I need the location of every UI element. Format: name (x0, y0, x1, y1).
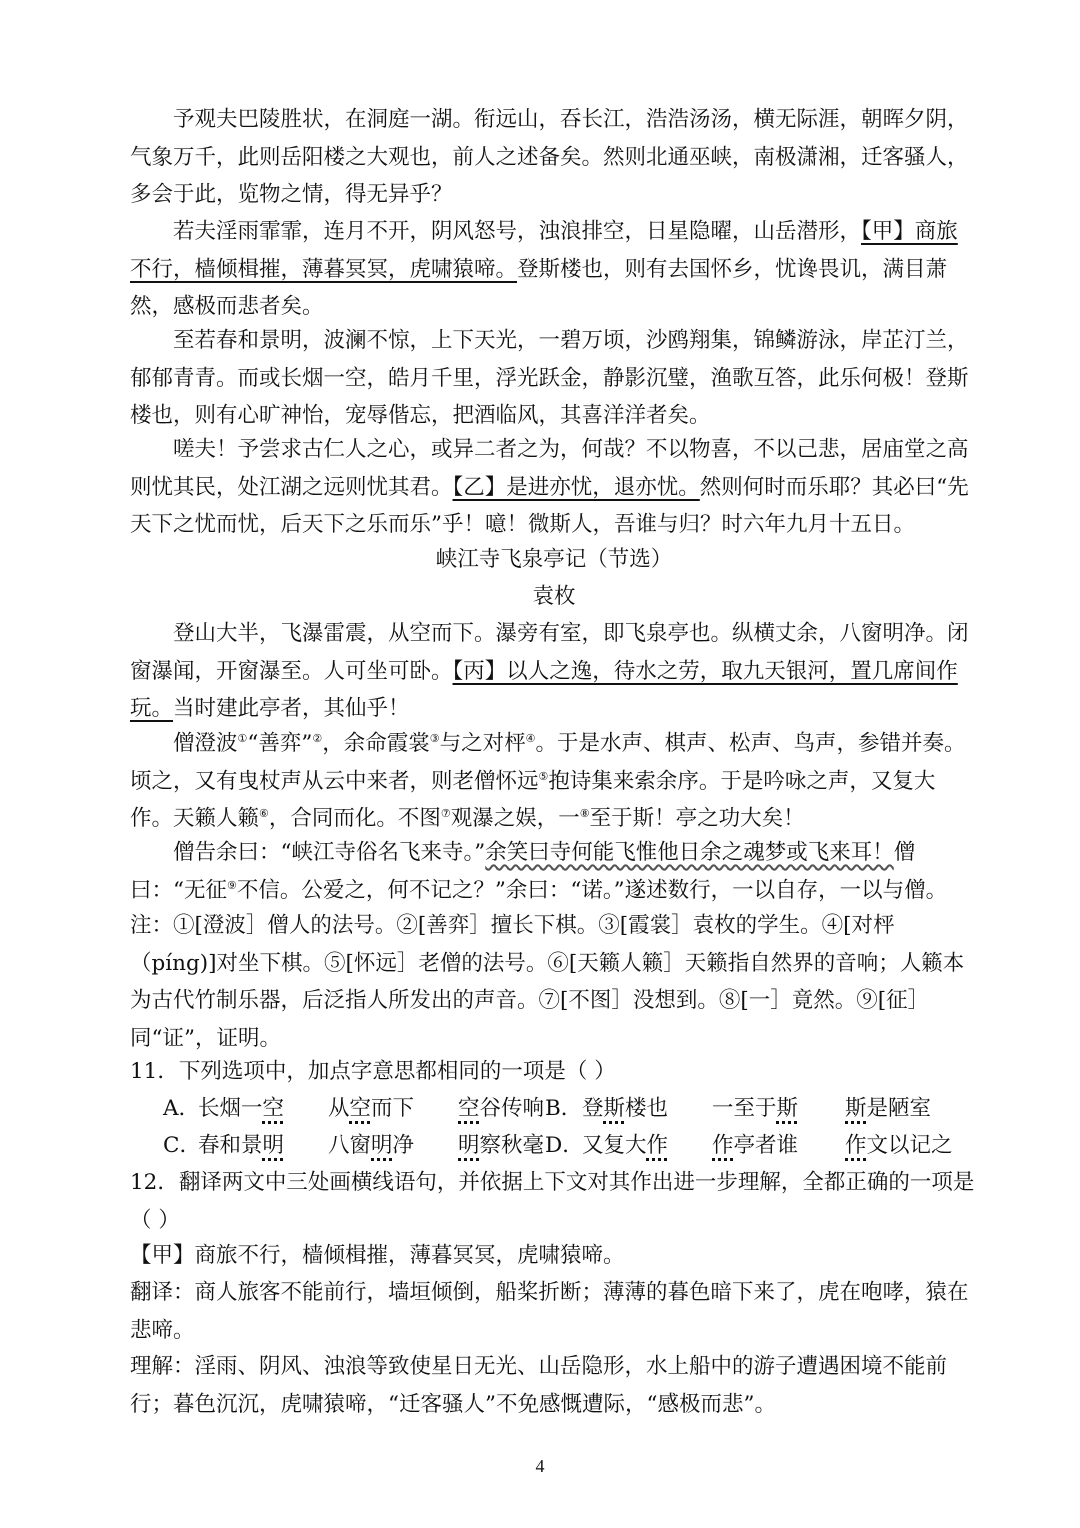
phrase-part: 而下 (371, 1096, 415, 1121)
underlined-sentence-yi: 【乙】是进亦忧，退亦忧。 (452, 474, 700, 500)
dotted-char: 空 (262, 1096, 285, 1121)
option-label: D． (545, 1133, 584, 1158)
phrase-part: 登 (582, 1096, 604, 1121)
p6-seg: 与之对枰 (439, 731, 526, 756)
option-phrase (582, 1090, 668, 1128)
dotted-char: 明 (262, 1133, 285, 1158)
p6-seg: 观瀑之娱，一 (450, 806, 580, 831)
paragraph-4-text: 嗟夫！予尝求古仁人之心，或异二者之为，何哉？不以物喜，不以己悲，居庙堂之高则忧其民，处江湖之远则忧其君。 (130, 437, 969, 500)
question-11-stem: 11．下列选项中，加点字意思都相同的一项是（ ） (130, 1059, 616, 1084)
phrase-part: 谷传响 (479, 1096, 545, 1121)
question-12-understanding: 理解：淫雨、阴风、浊浪等致使星日无光、山岳隐形，水上船中的游子遭遇困境不能前行；暮色沉沉，虎啸猿啼，“迁客骚人”不免感慨遭际，“感极而悲”。 (130, 1354, 948, 1417)
footnote-marker: ⑧ (579, 806, 590, 820)
phrase-part: 一至于 (712, 1096, 777, 1121)
paragraph-6 (130, 725, 978, 838)
option-phrase (712, 1090, 798, 1128)
dotted-char: 作 (845, 1133, 867, 1158)
dotted-char: 斯 (603, 1096, 626, 1121)
footnote-marker: ⑤ (538, 769, 549, 783)
option-phrase (845, 1090, 931, 1128)
phrase-part: 春和景 (198, 1133, 263, 1158)
dotted-char: 明 (371, 1133, 393, 1158)
dotted-char: 明 (458, 1133, 480, 1158)
phrase-part: 文以记之 (866, 1133, 953, 1158)
option-phrase (198, 1090, 284, 1128)
phrase-part: 净 (392, 1133, 415, 1158)
footnote-marker: ④ (525, 731, 536, 745)
underlined-sentence-jia: 【甲】商旅不行，樯倾楫摧，薄暮冥冥，虎啸猿啼。 (130, 219, 958, 282)
footnote-marker: ① (237, 731, 248, 745)
question-12-sentence-jia: 【甲】商旅不行，樯倾楫摧，薄暮冥冥，虎啸猿啼。 (130, 1243, 625, 1268)
paragraph-4 (130, 431, 978, 544)
option-phrase (198, 1127, 284, 1165)
p7-seg: 不信。公爱之，何不记之？”余曰：“诺。”遂述数行，一以自存，一以与僧。 (236, 877, 948, 903)
question-12-stem: 12．翻译两文中三处画横线语句，并依据上下文对其作出进一步理解，全都正确的一项是（ ） (130, 1170, 975, 1233)
dotted-char: 斯 (845, 1096, 867, 1121)
option-label: B． (545, 1096, 583, 1121)
option-phrase (328, 1090, 414, 1128)
p6-seg: 抱诗集来索余序。于是吟咏之声，又复大作。天籁人籁 (130, 768, 936, 831)
option-phrase (328, 1127, 414, 1165)
paragraph-7 (130, 834, 978, 909)
footnote-marker: ③ (429, 731, 440, 745)
second-text-title: 峡江寺飞泉亭记（节选） (435, 547, 673, 572)
dotted-char: 空 (458, 1096, 480, 1121)
footnote-marker: ② (312, 731, 323, 745)
p6-seg: 至于斯！亭之功大矣！ (589, 806, 805, 831)
phrase-part: 是陋室 (866, 1096, 932, 1121)
paragraph-5 (130, 615, 978, 728)
paragraph-5-text-end: 当时建此亭者，其仙乎！ (173, 696, 410, 721)
paragraph-1: 予观夫巴陵胜状，在洞庭一湖。衔远山，吞长江，浩浩汤汤，横无际涯，朝晖夕阴，气象万千，此则岳阳楼之大观也，前人之述备矣。然则北通巫峡，南极潇湘，迁客骚人，多会于此，览物之情，得无异乎？ (130, 107, 969, 207)
phrase-part: 亭者谁 (733, 1133, 799, 1158)
page-number: 4 (535, 1456, 545, 1476)
option-phrase (845, 1127, 953, 1165)
underlined-sentence-bing: 【丙】以人之逸，待水之劳，取九天银河，置几席间作玩。 (130, 658, 958, 721)
question-12-translation: 翻译：商人旅客不能前行，墙垣倾倒，船桨折断；薄薄的暮色暗下来了，虎在咆哮，猿在悲啼。 (130, 1280, 969, 1343)
phrase-part: 从 (328, 1096, 350, 1121)
p7-seg: 僧告余曰：“峡江寺俗名飞来寺。” (173, 840, 486, 865)
dotted-char: 斯 (776, 1096, 799, 1121)
p6-seg: ，合同而化。不图 (268, 806, 441, 831)
phrase-part: 察秋毫 (479, 1133, 545, 1158)
option-label: C． (163, 1133, 201, 1158)
footnote-marker: ⑦ (440, 806, 451, 820)
p6-seg: 。于是水声、棋声、松声、鸟声，参错并奏。顷之，又有曳杖声从云中来者，则老僧怀远 (130, 731, 966, 794)
option-phrase (458, 1090, 544, 1128)
option-phrase (458, 1127, 544, 1165)
phrase-part: 八窗 (328, 1133, 372, 1158)
dotted-char: 空 (349, 1096, 372, 1121)
paragraph-3: 至若春和景明，波澜不惊，上下天光，一碧万顷，沙鸥翔集，锦鳞游泳，岸芷汀兰，郁郁青青。而或长烟一空，皓月千里，浮光跃金，静影沉璧，渔歌互答，此乐何极！登斯楼也，则有心旷神怡，宠辱偕忘，把酒临风，其喜洋洋者矣。 (130, 328, 969, 428)
p6-seg: ，余命霞裳 (322, 731, 430, 756)
option-phrase (582, 1127, 668, 1165)
phrase-part: 楼也 (625, 1096, 669, 1121)
paragraph-2-text: 若夫淫雨霏霏，连月不开，阴风怒号，浊浪排空，日星隐曜，山岳潜形， (173, 219, 862, 244)
dotted-char: 作 (646, 1133, 669, 1158)
second-text-author: 袁枚 (532, 584, 576, 609)
footnote-marker: ⑨ (227, 878, 237, 892)
dotted-char: 作 (712, 1133, 734, 1158)
annotations: 注：①[澄波］僧人的法号。②[善弈］擅长下棋。③[霞裳］袁枚的学生。④[对枰（píng)]对坐下棋。⑤[怀远］老僧的法号。⑥[天籁人籁］天籁指自然界的音响；人籁本为古代竹制乐器，后泛指人所发出的声音。⑦[不图］没想到。⑧[一］竟然。⑨[征］同“证”，证明。 (130, 913, 965, 1051)
phrase-part: 又复大 (582, 1133, 647, 1158)
paragraph-2 (130, 213, 978, 326)
paragraph-4-text-end: 然则何时而乐耶？其必曰“先天下之忧而忧，后天下之乐而乐”乎！噫！微斯人，吾谁与归？时六年九月十五日。 (130, 474, 969, 537)
p7-seg: 僧曰：“无征 (130, 840, 916, 903)
footnote-marker: ⑥ (259, 806, 269, 820)
paragraph-5-text: 登山大半，飞瀑雷震，从空而下。瀑旁有室，即飞泉亭也。纵横丈余，八窗明净。闭窗瀑闻，开窗瀑至。人可坐可卧。 (130, 621, 969, 684)
option-label: A． (163, 1096, 201, 1121)
p6-seg: “善弈” (247, 731, 313, 756)
wavy-underlined-sentence: 余笑曰寺何能飞惟他日余之魂梦或飞来耳！ (485, 840, 894, 865)
paragraph-2-text-end: 登斯楼也，则有去国怀乡，忧谗畏讥，满目萧然，感极而悲者矣。 (130, 256, 948, 319)
option-phrase (712, 1127, 798, 1165)
phrase-part: 长烟一 (198, 1096, 263, 1121)
p6-seg: 僧澄波 (173, 731, 238, 756)
